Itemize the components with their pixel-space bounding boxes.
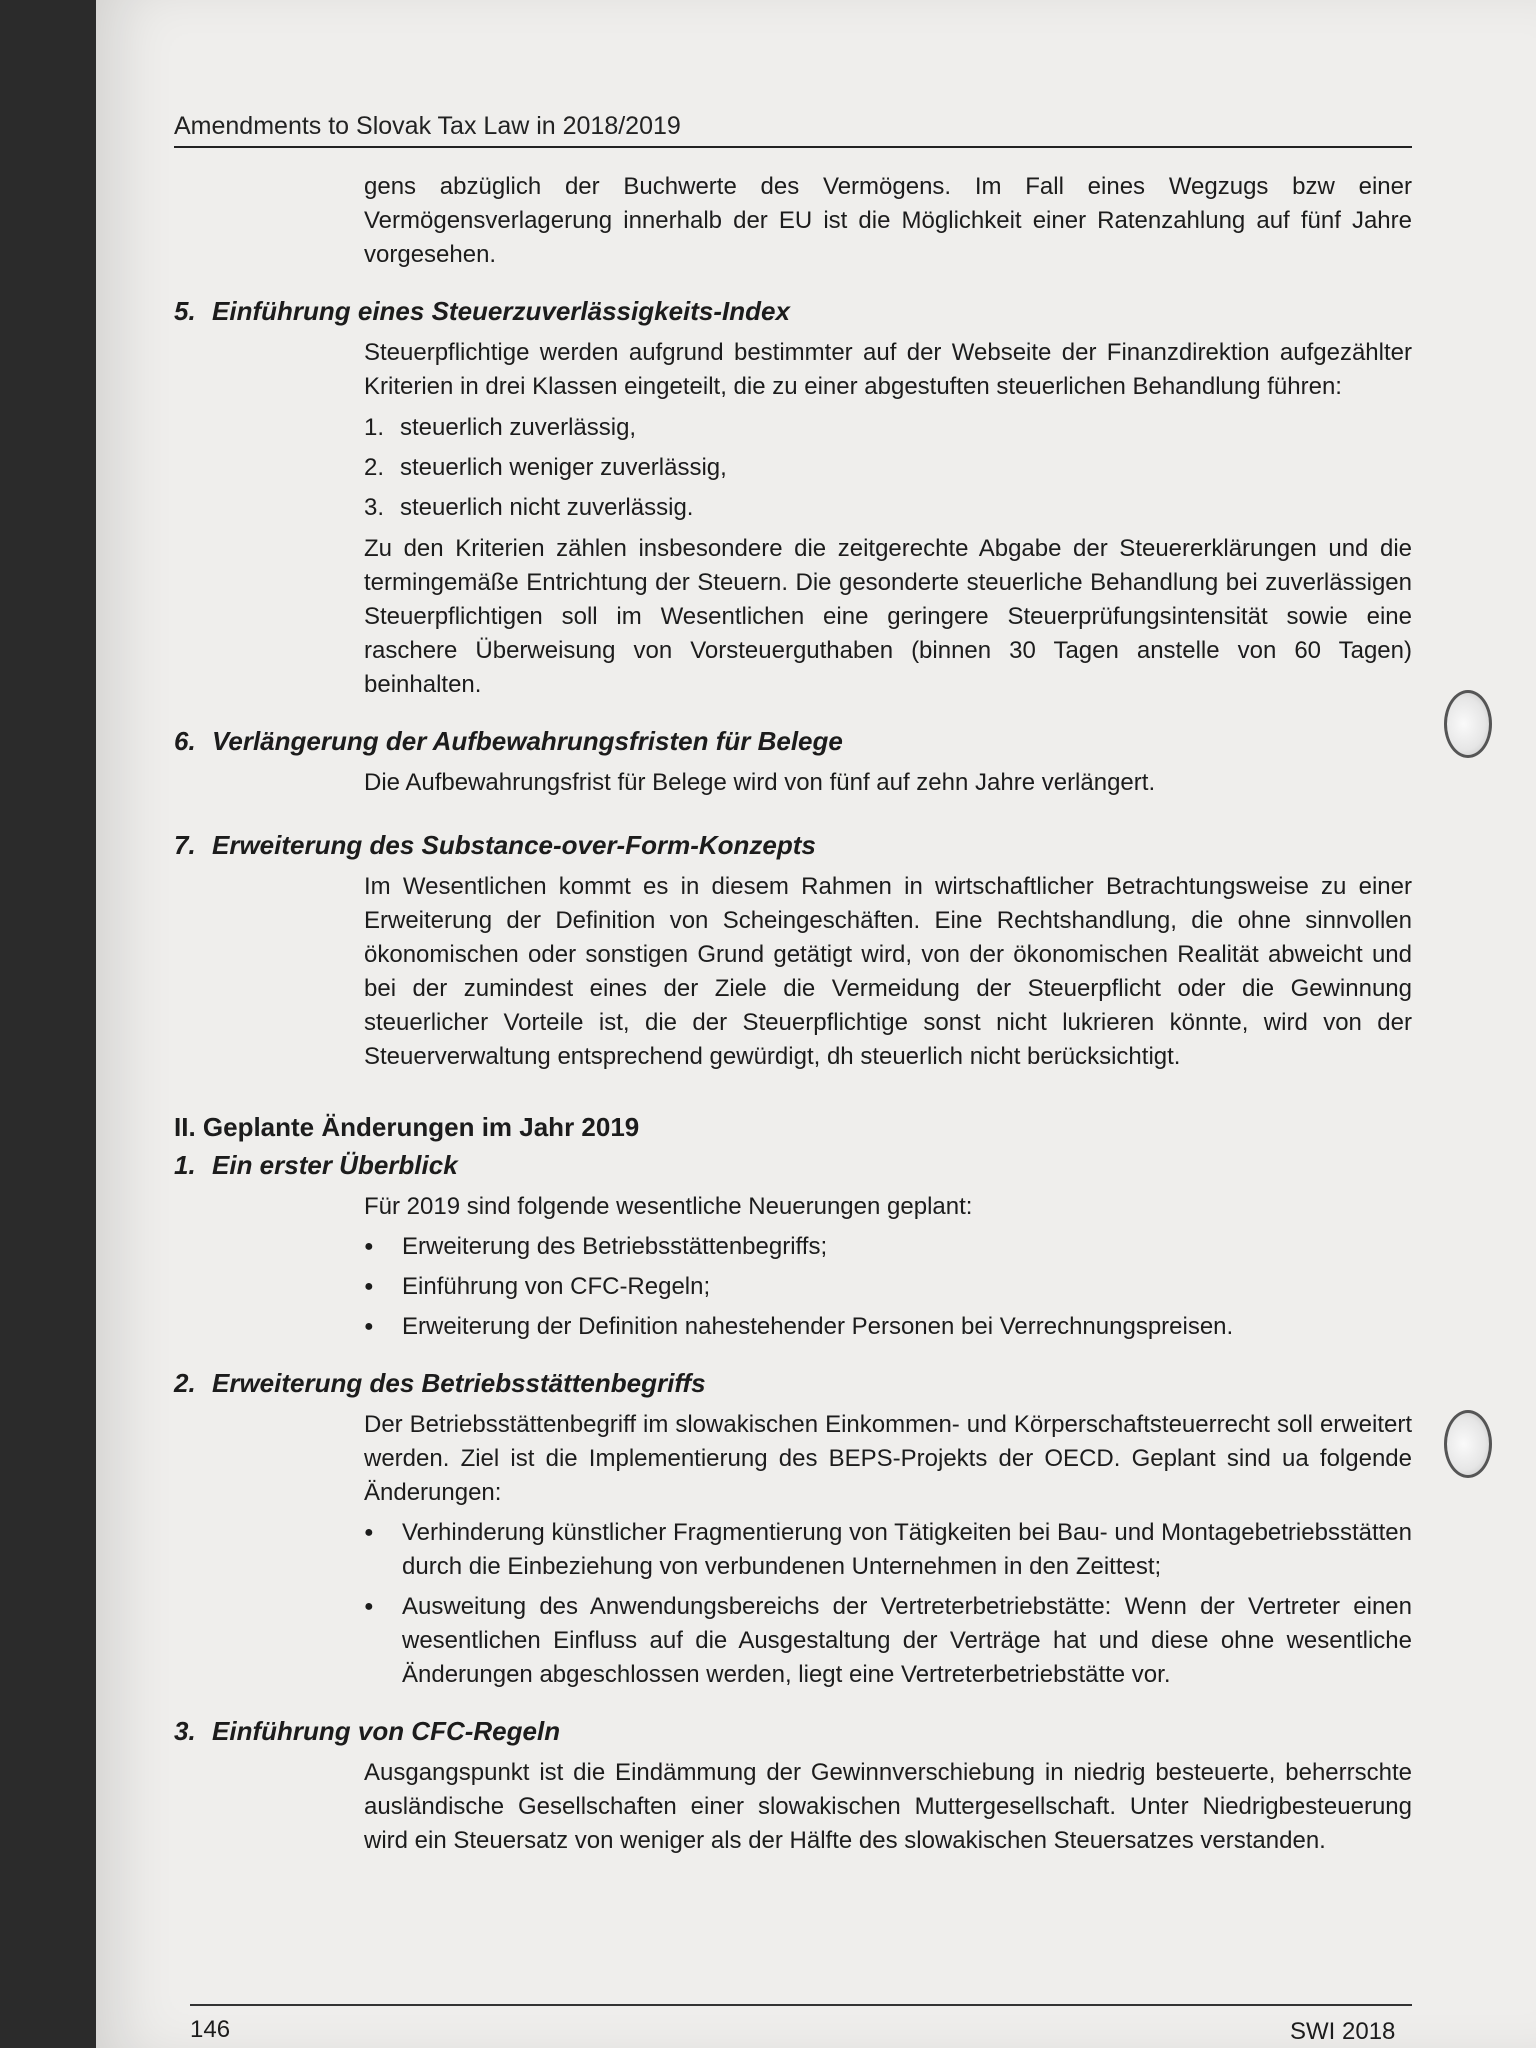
list-item: ● Verhinderung künstlicher Fragmentierung von Tätigkeiten bei Bau- und Montagebetriebsstätten durch die Einbeziehung von verbundenen Unternehmen in den Zeittest;: [364, 1516, 1412, 1584]
section-5-paragraph-1: Steuerpflichtige werden aufgrund bestimmter auf der Webseite der Finanzdirektion aufgezählter Kriterien in drei Klassen eingeteilt, die zu einer abgestuften steuerlichen Behandlung führen:: [364, 339, 1412, 400]
list-item: 3. steuerlich nicht zuverlässig.: [364, 494, 694, 521]
part-ii-section-2-heading: [174, 1366, 1412, 1400]
section-title: Erweiterung des Betriebsstättenbegriffs: [212, 1368, 706, 1398]
section-number: 1.: [174, 1150, 196, 1180]
permanent-establishment-bullets: [364, 1516, 1412, 1692]
permanent-establishment-paragraph: Der Betriebsstättenbegriff im slowakischen Einkommen- und Körperschaftsteuerrecht soll erweitert werden. Ziel ist die Implementierung des BEPS-Projekts der OECD. Geplant sind ua folgende Änderungen:: [364, 1411, 1412, 1506]
part-ii-heading: II. Geplante Änderungen im Jahr 2019: [174, 1112, 640, 1142]
list-item: ● Erweiterung des Betriebsstättenbegriffs;: [364, 1230, 1412, 1264]
section-7-heading: [174, 828, 1412, 862]
reliability-classes-list: [364, 408, 1412, 528]
section-7-paragraph: Im Wesentlichen kommt es in diesem Rahmen in wirtschaftlicher Betrachtungsweise zu einer Erweiterung der Definition von Scheingeschäften. Eine Rechtshandlung, die ohne sinnvollen ökonomischen oder sonstigen Grund getätigt wird, von der ökonomischen Realität abweicht und bei der zumindest eines der Ziele die Vermeidung der Steuerpflicht oder die Gewinnung steuerlicher Vorteile ist, die der Steuerpflichtige sonst nicht lukrieren könnte, wird von der Steuerverwaltung entsprechend gewürdigt, dh steuerlich nicht berücksichtigt.: [364, 873, 1412, 1070]
section-title: Erweiterung des Substance-over-Form-Konzepts: [212, 830, 816, 860]
section-number: 6.: [174, 726, 196, 756]
section-5-heading: [174, 294, 1412, 328]
section-6-paragraph: Die Aufbewahrungsfrist für Belege wird von fünf auf zehn Jahre verlängert.: [364, 769, 1156, 796]
list-item: ● Ausweitung des Anwendungsbereichs der Vertreterbetriebstätte: Wenn der Vertreter einen wesentlichen Einfluss auf die Ausgestaltung der Verträge hat und diese ohne wesentliche Änderungen abgeschlossen werden, liegt eine Vertreterbetriebstätte vor.: [364, 1590, 1412, 1692]
header-rule: [174, 146, 1412, 148]
list-item: ● Erweiterung der Definition nahestehender Personen bei Verrechnungspreisen.: [364, 1310, 1412, 1344]
page-number: 146: [190, 2016, 231, 2043]
running-header: Amendments to Slovak Tax Law in 2018/2019: [174, 112, 681, 140]
overview-paragraph: Für 2019 sind folgende wesentliche Neuerungen geplant:: [364, 1193, 973, 1220]
section-title: Ein erster Überblick: [212, 1150, 458, 1180]
cfc-paragraph: Ausgangspunkt ist die Eindämmung der Gewinnverschiebung in niedrig besteuerte, beherrschte ausländische Gesellschaften einer slowakischen Muttergesellschaft. Unter Niedrigbesteuerung wird ein Steuersatz von weniger als der Hälfte des slowakischen Steuersatzes verstanden.: [364, 1759, 1412, 1854]
part-ii-section-3-heading: [174, 1714, 1412, 1748]
section-title: Einführung eines Steuerzuverlässigkeits-Index: [212, 296, 790, 326]
section-6-heading: [174, 724, 1412, 758]
section-title: Einführung von CFC-Regeln: [212, 1716, 561, 1746]
punch-hole-lower: [1444, 1410, 1492, 1478]
section-number: 7.: [174, 830, 196, 860]
list-item: 2. steuerlich weniger zuverlässig,: [364, 454, 727, 481]
list-item: 1. steuerlich zuverlässig,: [364, 414, 637, 441]
section-5-paragraph-2: Zu den Kriterien zählen insbesondere die zeitgerechte Abgabe der Steuererklärungen und die termingemäße Entrichtung der Steuern. Die gesonderte steuerliche Behandlung bei zuverlässigen Steuerpflichtigen soll im Wesentlichen eine geringere Steuerprüfungsintensität sowie eine raschere Überweisung von Vorsteuerguthaben (binnen 30 Tagen anstelle von 60 Tagen) beinhalten.: [364, 535, 1412, 698]
punch-hole-upper: [1444, 690, 1492, 758]
journal-name: SWI 2018: [1290, 2018, 1396, 2045]
page-content: [174, 160, 1412, 1858]
section-number: 3.: [174, 1716, 196, 1746]
list-item: ● Einführung von CFC-Regeln;: [364, 1270, 1412, 1304]
intro-paragraph: gens abzüglich der Buchwerte des Vermögens. Im Fall eines Wegzugs bzw einer Vermögensverlagerung innerhalb der EU ist die Möglichkeit einer Ratenzahlung auf fünf Jahre vorgesehen.: [364, 173, 1412, 268]
footer-rule: [190, 2004, 1412, 2006]
overview-bullets: [364, 1230, 1412, 1344]
section-title: Verlängerung der Aufbewahrungsfristen für Belege: [212, 726, 843, 756]
section-number: 2.: [174, 1368, 196, 1398]
section-number: 5.: [174, 296, 196, 326]
part-ii-section-1-heading: [174, 1148, 1412, 1182]
